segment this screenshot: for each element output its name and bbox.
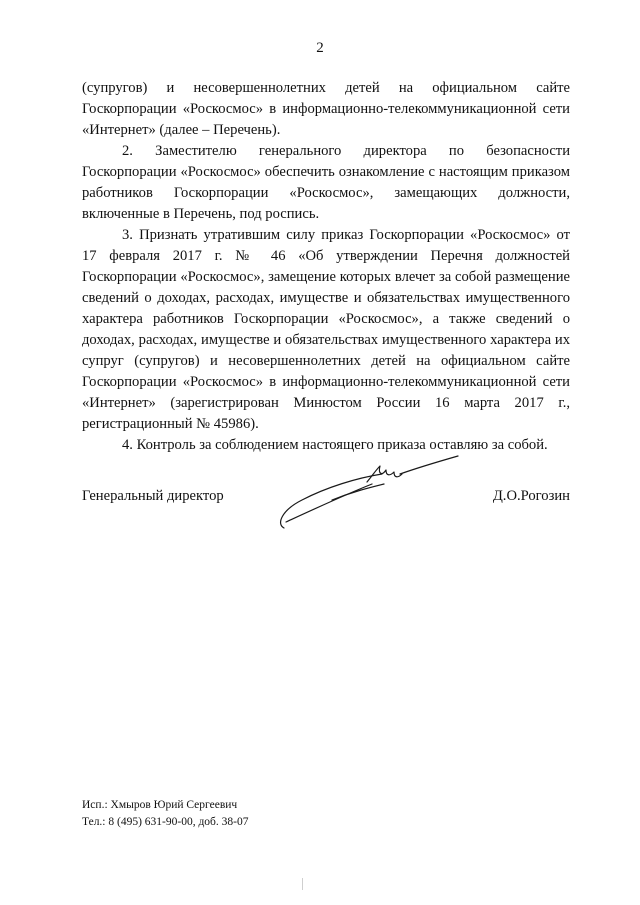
signatory-name: Д.О.Рогозин [492,488,570,504]
document-body [82,78,570,456]
paragraph-item-3: 3. Признать утратившим силу приказ Госкорпорации «Роскосмос» от 17 февраля 2017 г. № 46 «Об утверждении Перечня должностей Госкорпорации «Роскосмос», замещение которых влечет за собой размещение сведений о доходах, расходах, имуществе и обязательствах имущественного характера работников Госкорпорации «Роскосмос», а также сведений о доходах, расходах, имуществе и обязательствах имущественного характера их супруг (супругов) и несовершеннолетних детей на официальном сайте Госкорпорации «Роскосмос» в информационно-телекоммуникационной сети «Интернет» (зарегистрирован Минюстом России 16 марта 2017 г., регистрационный № 45986). [82,227,570,432]
signatory-position: Генеральный директор [82,488,224,504]
paragraph-continuation: (супругов) и несовершеннолетних детей на официальном сайте Госкорпорации «Роскосмос» в информационно-телекоммуникационной сети «Интернет» (далее – Перечень). [82,80,570,138]
paragraph-item-4: 4. Контроль за соблюдением настоящего приказа оставляю за собой. [122,437,548,453]
executor-name: Исп.: Хмыров Юрий Сергеевич [82,799,238,811]
scan-artifact [302,878,303,890]
handwritten-signature [272,452,462,532]
executor-info [82,797,248,831]
page-number: 2 [316,40,324,56]
executor-phone: Тел.: 8 (495) 631-90-00, доб. 38-07 [82,816,249,828]
paragraph-item-2: 2. Заместителю генерального директора по безопасности Госкорпорации «Роскосмос» обеспечить ознакомление с настоящим приказом работников Госкорпорации «Роскосмос», замещающих должности, включенные в Перечень, под роспись. [82,143,570,222]
